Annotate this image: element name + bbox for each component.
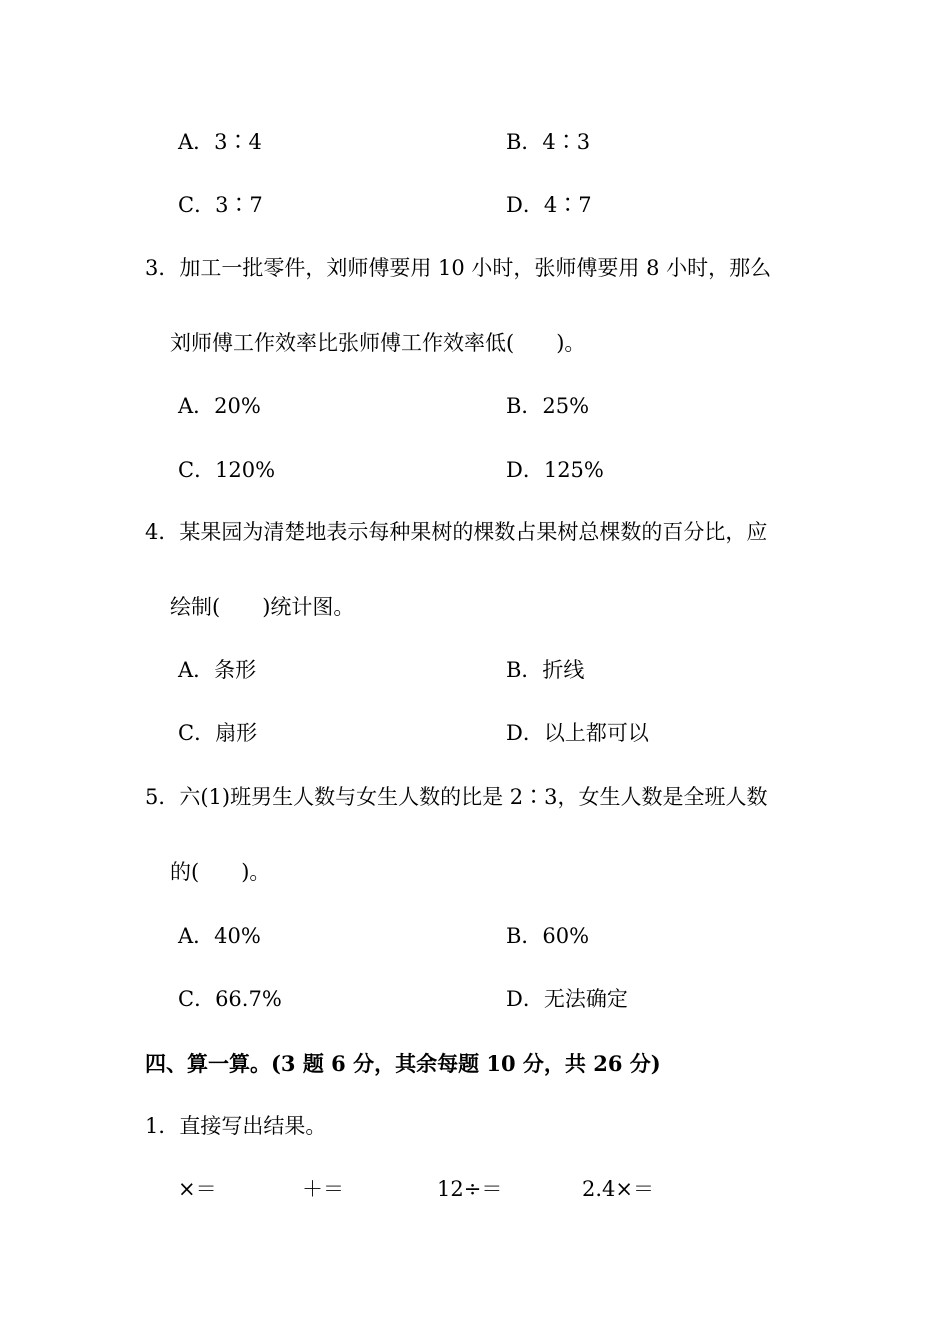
calc-item-3: 12÷＝	[437, 1177, 503, 1201]
calc-item-4: 2.4×＝	[582, 1177, 654, 1201]
calc-item-2: ＋＝	[302, 1177, 344, 1201]
q2-option-c: C．3∶7	[178, 193, 263, 217]
q5-stem-line2: 的( )。	[170, 860, 271, 884]
q5-option-a: A．40%	[178, 924, 261, 948]
q2-option-d: D．4∶7	[506, 193, 592, 217]
q3-option-a: A．20%	[178, 394, 261, 418]
q2-option-b: B．4∶3	[506, 130, 591, 154]
q3-option-d: D．125%	[506, 458, 604, 482]
q4-stem-line2: 绘制( )统计图。	[170, 595, 355, 619]
q3-stem-line1: 3．加工一批零件，刘师傅要用 10 小时，张师傅要用 8 小时，那么	[145, 256, 772, 280]
q4-option-c: C．扇形	[178, 721, 258, 745]
q3-option-b: B．25%	[506, 394, 590, 418]
q5-option-c: C．66.7%	[178, 987, 282, 1011]
q3-stem-line2: 刘师傅工作效率比张师傅工作效率低( )。	[170, 331, 586, 355]
q2-option-a: A．3∶4	[178, 130, 262, 154]
section-heading: 四、算一算。(3 题 6 分，其余每题 10 分，共 26 分)	[145, 1051, 661, 1076]
s4-q1-title: 1．直接写出结果。	[145, 1114, 327, 1138]
q4-option-d: D．以上都可以	[506, 721, 649, 745]
q3-option-c: C．120%	[178, 458, 276, 482]
q4-stem-line1: 4．某果园为清楚地表示每种果树的棵数占果树总棵数的百分比，应	[145, 520, 768, 544]
q4-option-a: A．条形	[178, 658, 257, 682]
q4-option-b: B．折线	[506, 658, 585, 682]
calc-item-1: ×＝	[178, 1177, 217, 1201]
q5-option-b: B．60%	[506, 924, 590, 948]
q5-stem-line1: 5．六(1)班男生人数与女生人数的比是 2∶3，女生人数是全班人数	[145, 785, 768, 809]
q5-option-d: D．无法确定	[506, 987, 628, 1011]
